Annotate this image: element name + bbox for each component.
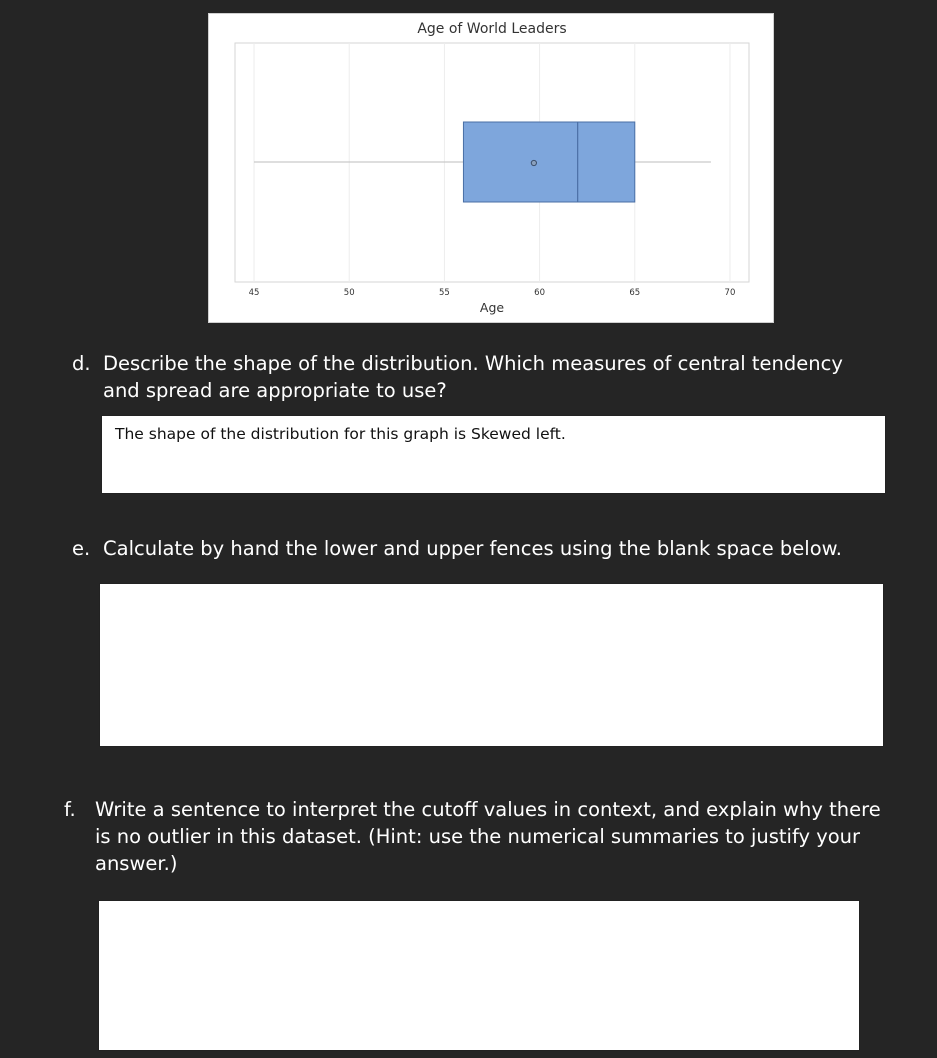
- question-e-line1: Calculate by hand the lower and upper fences using the blank space below.: [103, 537, 843, 560]
- tick-label-55: 55: [438, 288, 450, 298]
- mean-marker: [531, 160, 536, 165]
- x-axis-label: Age: [479, 300, 505, 315]
- iqr-box: [463, 122, 634, 202]
- question-f-line3: answer.): [95, 852, 178, 875]
- question-d-line2: and spread are appropriate to use?: [103, 379, 447, 402]
- question-f-letter: f.: [64, 798, 76, 821]
- question-f-line2: is no outlier in this dataset. (Hint: use the numerical summaries to justify your: [95, 825, 861, 848]
- question-d-line1: Describe the shape of the distribution. Which measures of central tendency: [103, 352, 843, 375]
- boxplot-chart: [208, 13, 774, 323]
- answer-box-f[interactable]: [98, 900, 860, 1051]
- tick-label-60: 60: [534, 288, 546, 298]
- answer-d-text: The shape of the distribution for this graph is Skewed left.: [115, 425, 566, 443]
- tick-label-70: 70: [724, 288, 736, 298]
- question-d-letter: d.: [72, 352, 91, 375]
- tick-label-65: 65: [629, 288, 641, 298]
- boxplot-svg: [209, 14, 775, 324]
- tick-label-50: 50: [343, 288, 355, 298]
- tick-label-45: 45: [248, 288, 260, 298]
- chart-title: Age of World Leaders: [417, 21, 567, 37]
- answer-box-d[interactable]: [101, 415, 886, 494]
- question-e-letter: e.: [72, 537, 91, 560]
- question-f-line1: Write a sentence to interpret the cutoff values in context, and explain why there: [95, 798, 881, 821]
- answer-box-e[interactable]: [99, 583, 884, 747]
